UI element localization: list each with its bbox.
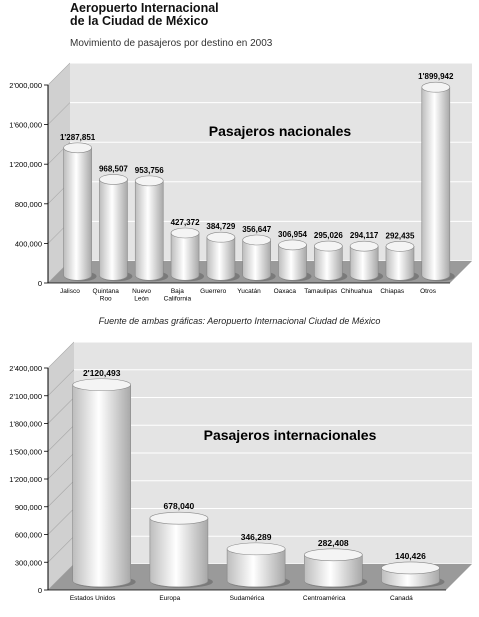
title-line-1: Aeropuerto Internacional [70,1,219,15]
chart-title: Pasajeros nacionales [208,123,352,139]
x-tick-label-line: Quintana [92,288,119,295]
bar [171,228,204,281]
x-tick-label [274,288,297,295]
bar-body [422,87,450,280]
bar [207,232,240,281]
data-label: 678,040 [163,501,195,512]
x-tick-label [70,595,116,602]
x-tick-label [380,288,405,295]
bar-top [171,228,199,238]
y-tick-label: 900,000 [14,502,42,512]
x-tick-label-line: Chiapas [380,288,405,295]
y-tick-label: 800,000 [14,199,42,209]
y-tick-label: 400,000 [14,239,42,249]
x-tick-label-line: Tamaulipas [304,288,338,295]
bar-body [243,240,271,280]
x-tick-label [132,288,151,303]
data-label: 295,026 [313,231,343,241]
y-tick-label: 2'000,000 [9,81,42,90]
x-tick-label-line: Canadá [390,595,413,602]
y-tick-label: 1'200,000 [9,475,42,484]
bar [243,235,276,281]
x-tick-label-line: León [134,295,149,303]
x-tick-label [93,288,120,303]
y-tick-label: 2'400,000 [9,364,42,373]
source-note: Fuente de ambas gráficas: Aeropuerto Internacional Ciudad de México [98,316,381,326]
x-tick-label [230,595,265,602]
x-tick-label [341,288,373,295]
x-tick-label-line: Sudamérica [229,595,265,602]
bar [227,543,290,588]
bar-top [207,232,235,242]
bar-top [135,176,163,186]
data-label: 968,507 [98,164,128,174]
bar-top [227,543,285,555]
bar [350,241,383,281]
y-tick-label: 600,000 [14,530,42,540]
x-tick-label-line: Guerrero [200,288,227,295]
page-subtitle: Movimiento de pasajeros por destino en 2003 [70,38,273,49]
bar-top [64,143,92,153]
bar-top [304,549,362,561]
x-tick-label-line: Oaxaca [273,288,297,295]
bar-body [135,181,163,280]
x-tick-label [164,288,192,303]
bar-top [150,512,208,524]
y-tick-label: 0 [37,586,42,595]
chart-title: Pasajeros internacionales [203,427,377,443]
international-passengers-chart [0,332,479,617]
bar-top [314,241,342,251]
data-label: 953,756 [134,165,164,175]
bar [135,176,168,281]
bar-top [279,240,307,250]
data-label: 140,426 [395,550,426,561]
x-tick-label-line: Jalisco [59,288,80,295]
bar-top [350,241,378,251]
bar-top [382,562,440,574]
bar [150,512,213,588]
bar [304,549,367,588]
data-label: 1'899,942 [418,72,454,82]
x-tick-label [60,288,80,295]
bar [422,82,455,281]
bar [99,174,132,281]
bar-top [386,241,414,251]
x-tick-label-line: Baja [170,288,184,295]
x-tick-label [200,288,226,295]
bar [279,240,312,281]
y-tick-label: 1'200,000 [9,160,42,170]
bar [73,379,136,588]
x-tick-label-line: Centroamérica [302,595,346,602]
data-label: 2'120,493 [82,367,121,378]
y-tick-label: 300,000 [14,558,42,568]
bar-top [243,235,271,245]
bar [386,241,419,281]
bar-body [64,148,92,280]
bar [382,562,445,588]
x-tick-label-line: Yucatán [237,288,261,295]
bar-body [171,233,199,280]
bar [64,143,97,281]
data-label: 294,117 [349,231,379,241]
y-tick-label: 0 [37,279,42,288]
data-label: 1'287,851 [59,132,96,142]
bar-body [150,518,208,587]
y-tick-label: 1'800,000 [9,419,42,429]
x-tick-label [159,595,180,602]
bar-body [99,179,127,280]
x-tick-label-line: Otros [420,288,437,295]
x-tick-label-line: Nuevo [132,288,151,295]
x-tick-label-line: Estados Unidos [69,595,116,602]
x-tick-label-line: Roo [99,295,112,303]
y-tick-label: 1'500,000 [9,447,42,457]
data-label: 384,729 [206,222,236,232]
bar-top [99,174,127,184]
bar [314,241,347,281]
page-title [70,2,219,28]
y-tick-label: 2'100,000 [9,391,42,401]
data-label: 356,647 [242,224,272,234]
x-tick-label [303,595,346,602]
title-line-2: de la Ciudad de México [70,14,209,28]
x-tick-label-line: Chihuahua [340,288,373,295]
bar-body [73,385,131,587]
data-label: 282,408 [317,537,349,548]
bar-top [422,82,450,92]
x-tick-label [420,288,437,295]
data-label: 427,372 [170,217,200,227]
x-tick-label [390,595,413,602]
x-tick-label [237,288,261,295]
data-label: 306,954 [278,229,307,239]
y-tick-label: 1'600,000 [9,120,42,130]
x-tick-label [304,288,338,295]
data-label: 346,289 [240,531,272,542]
x-tick-label-line: Europa [159,595,181,602]
bar-top [73,379,131,391]
national-passengers-chart [0,60,479,310]
x-tick-label-line: California [163,295,192,303]
data-label: 292,435 [385,231,415,241]
bar-body [207,237,235,280]
bar-body [279,245,307,280]
